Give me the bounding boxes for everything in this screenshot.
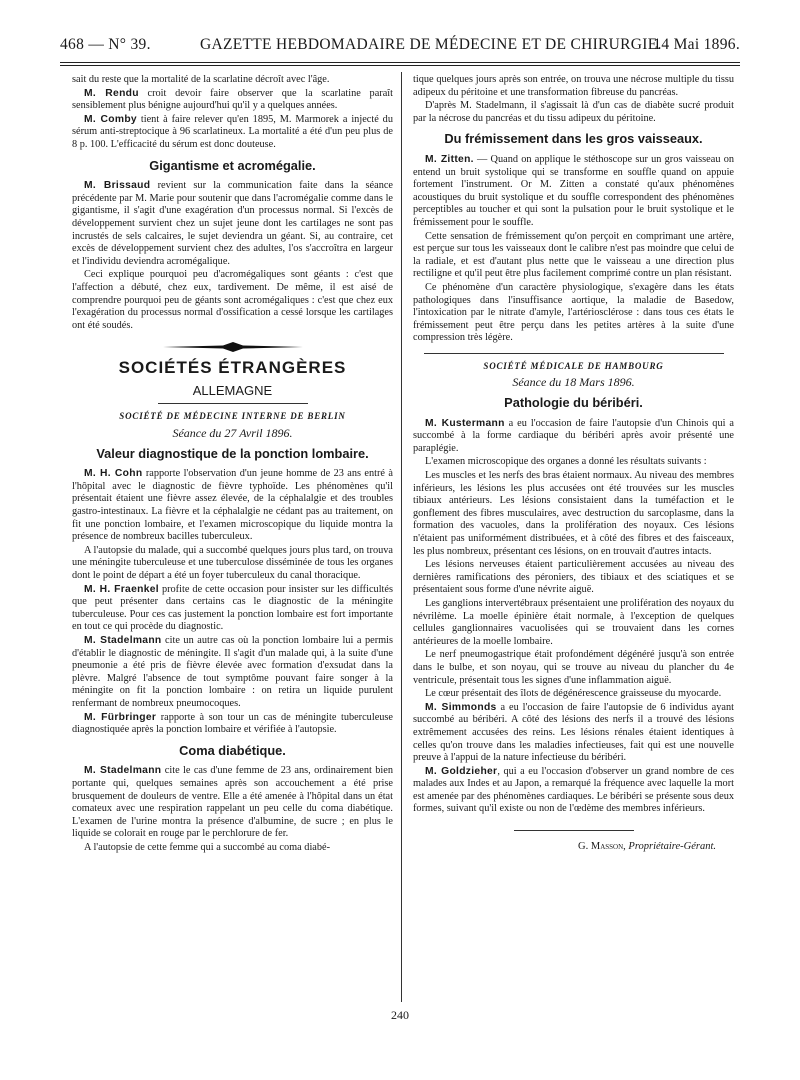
section-heading: Gigantisme et acromégalie. <box>149 157 316 173</box>
paragraph: Les muscles et les nerfs des bras étaient normaux. Au niveau des membres inférieurs, les lésions les plus accusées ont été trouvées sur les muscles tibiaux antérieurs. Les lésions consistaient dans la tuméfaction et le gonflement des fibres musculaires, avec destruction du sarcoplasme, dans la formation des vacuoles, dans la prolifération des noyaux. Ces lésions n'étaient pas uniformément distribuées, et à côté des fibres et des faisceaux, les plus nombreux, présentant ces lésions, on en trouvait d'autres intacts. <box>413 470 734 557</box>
paragraph-text: profite de cette occasion pour insister sur les difficultés que peut présenter dans certains cas le diagnostic de la méningite tuberculeuse. Pour ces cas justement la ponction lombaire est fort importante en tout ce qui procède du diagnostic. <box>72 583 393 633</box>
society-name: SOCIÉTÉ MÉDICALE DE HAMBOURG <box>483 360 664 371</box>
paragraph-text: cite le cas d'une femme de 23 ans, ordinairement bien portante qui, quelques semaines après son accouchement a été prise brusquement de douleurs de ventre. Elle a été amenée à l'hôpital dans un état comateux avec une respiration rappelant un peu celle du coma diabétique. L'examen de l'urine montra la présence d'albumine, de sucre ; en plus le liquide se colorait en rouge par le perchlorure de fer. <box>72 765 393 840</box>
paragraph: D'après M. Stadelmann, il s'agissait là d'un cas de diabète sucré produit par la nécrose du pancréas et du tissu adipeux du péritoine. <box>413 100 734 124</box>
speaker-name: M. Brissaud <box>84 180 151 192</box>
signature-title: Propriétaire-Gérant. <box>625 841 716 853</box>
country-heading: ALLEMAGNE <box>192 382 273 398</box>
section-heading: Du frémissement dans les gros vaisseaux. <box>444 131 703 147</box>
paragraph <box>413 766 734 816</box>
paragraph <box>413 418 734 456</box>
society-name: SOCIÉTÉ DE MÉDECINE INTERNE DE BERLIN <box>119 411 346 422</box>
speaker-name: M. Fürbringer <box>84 711 157 723</box>
speaker-name: M. Stadelmann <box>84 765 162 777</box>
speaker-name: M. Goldzieher <box>425 765 498 777</box>
speaker-name: M. Stadelmann <box>84 634 162 646</box>
paragraph-text: tient à faire relever qu'en 1895, M. Marmorek a injecté du sérum anti-streptocique à 96 scarlatineux. La mortalité a été d'un peu plus de 8 p. 100. L'efficacité du sérum est donc douteuse. <box>72 113 393 150</box>
paragraph <box>72 584 393 634</box>
ornament-divider <box>72 342 393 352</box>
paragraph: sait du reste que la mortalité de la scarlatine décroît avec l'âge. <box>72 74 330 85</box>
header-page-issue: 468 — N° 39. <box>60 36 151 53</box>
paragraph-text: , qui a eu l'occasion d'observer un grand nombre de ces malades aux Indes et au Japon, a remarqué la fréquence avec laquelle la mort est amenée par des phénomènes cardiaques. Le béribéri se présente sous deux formes, suivant qu'il existe ou non de l'œdème des membres inférieurs. <box>413 765 734 815</box>
paragraph-text: — Quand on applique le stéthoscope sur un gros vaisseau on entend un bruit systolique qui se transforme en souffle quand on appuie fortement l'instrument. Or M. Zitten a constaté qu'aux phénomènes acoustiques du bruit systolique et du souffle correspondent des phénomènes perceptibles au toucher et qui sont la pulsation pour le bruit systolique et le frémissement pour le souffle. <box>413 153 734 228</box>
paragraph-text: revient sur la communication faite dans la séance précédente par M. Marie pour soutenir que dans l'acromégalie comme dans le gigantisme, il s'agit d'une exagération d'un processus normal. Si l'excès de développement survient chez un sujet jeune dont les cartilages ne sont pas incrustés de sels calcaires, le sujet deviendra un géant. Si, au contraire, cet excès de développement survient chez des adultes, l'os s'accroîtra en largeur et l'individu deviendra acromégalique. <box>72 180 393 267</box>
paragraph <box>72 180 393 268</box>
column-divider <box>401 72 402 1002</box>
running-header <box>60 36 740 58</box>
paragraph-text: rapporte à son tour un cas de méningite tuberculeuse diagnostiquée après la ponction lombaire et vérifiée à l'autopsie. <box>72 711 393 736</box>
paragraph <box>72 114 393 152</box>
section-heading: Coma diabétique. <box>179 742 286 758</box>
right-column <box>413 74 734 854</box>
section-heading: Pathologie du béribéri. <box>504 395 643 411</box>
paragraph-text: a eu l'occasion de faire l'autopsie de 6 individus ayant succombé au béribéri. A côté des lésions des nerfs il a trouvé des lésions extrêmement accusées des reins. Les lésions rénales étaient identiques à celles qu'on trouve dans les maladies infectieuses, fait qui est une nouvelle preuve à l'appui de la nature infectieuse du béribéri. <box>413 701 734 764</box>
paragraph: tique quelques jours après son entrée, on trouva une nécrose multiple du tissu adipeux du péritoine et une transformation fibreuse du pancréas. <box>413 74 734 98</box>
paragraph: A l'autopsie du malade, qui a succombé quelques jours plus tard, on trouva une méningite tuberculeuse et une tuberculose disséminée de tous les organes dont le point de départ a été un foyer tuberculeux du canal thoracique. <box>72 544 393 581</box>
paragraph <box>72 88 393 113</box>
paragraph: Le nerf pneumogastrique était profondément dégénéré jusqu'à son entrée dans le bulbe, et son noyau, qui se trouve au niveau du plancher du 4e ventricule, présentait tous les signes d'une inflammation aiguë. <box>413 649 734 686</box>
paragraph: Ce phénomène d'un caractère physiologique, s'exagère dans les états pathologiques dans l'insuffisance aortique, la maladie de Basedow, l'intoxication par le nitrate d'amyle, l'artériosclérose : dans tous ces états le frémissement peut être perçu dans les petites artères à la suite d'une compression très légère. <box>413 281 734 344</box>
paragraph: Le cœur présentait des îlots de dégénérescence graisseuse du myocarde. <box>425 688 722 700</box>
header-date: 14 Mai 1896. <box>653 36 740 53</box>
speaker-name: M. H. Cohn <box>84 468 143 480</box>
paragraph: Cette sensation de frémissement qu'on perçoit en comprimant une artère, est perçue sur tous les vaisseaux dont le calibre n'est pas moindre que celui de la radiale, et est d'autant plus nette que le vaisseau a une direction plus rectiligne et qu'il peut être plus facilement comprimé contre un plan résistant. <box>413 230 734 280</box>
header-rule-top <box>60 62 740 63</box>
session-date: Séance du 18 Mars 1896. <box>512 375 635 390</box>
paragraph: A l'autopsie de cette femme qui a succombé au coma diabé- <box>84 841 331 853</box>
left-column <box>72 74 393 855</box>
paragraph: Les lésions nerveuses étaient particulièrement accusées au niveau des dernières ramifications des péroniers, des tibiaux et des sciatiques et se présentaient sous forme d'une névrite aiguë. <box>413 559 734 596</box>
publisher-signature <box>413 841 734 854</box>
paragraph-text: rapporte l'observation d'un jeune homme de 23 ans entré à l'hôpital avec le diagnostic de fièvre typhoïde. Les phénomènes qu'il présentait étaient une fièvre assez élevée, de la céphalalgie et des troubles gastro-intestinaux. La fièvre et la céphalalgie ne cédant pas au traitement, on fit une ponction lombaire, et l'examen microscopique du liquide montra la présence de nombreux bacilles tuberculeux. <box>72 468 393 543</box>
paragraph <box>72 712 393 737</box>
speaker-name: M. Comby <box>84 113 137 125</box>
paragraph <box>72 635 393 711</box>
paragraph-text: a eu l'occasion de faire l'autopsie d'un Chinois qui a succombé à la forme cardiaque du béribéri après avoir présenté une paraplégie. <box>413 417 734 454</box>
paragraph: Ceci explique pourquoi peu d'acromégaliques sont géants : c'est que l'affection a débuté, chez eux, tardivement. De même, il est aisé de comprendre pourquoi peu de géants sont acromégaliques : c'est que chez eux l'exagération du processus normal d'ossification a cessé lorsque les cartilages ont été soudés. <box>72 269 393 331</box>
header-rule-bottom <box>60 65 740 66</box>
section-rule <box>424 353 724 354</box>
paragraph: L'examen microscopique des organes a donné les résultats suivants : <box>425 456 707 468</box>
header-journal-title: GAZETTE HEBDOMADAIRE DE MÉDECINE ET DE CHIRURGIE. <box>200 36 662 53</box>
paragraph: Les ganglions intervertébraux présentaient une prolifération des noyaux du névrilème. La moelle épinière était normale, à l'exception de quelques cellules ganglionnaires vacuolisées qui se trouvaient dans les cornes antérieures de la moelle lombaire. <box>413 597 734 647</box>
speaker-name: M. Kustermann <box>425 417 505 429</box>
page-number: 240 <box>391 1008 409 1022</box>
section-heading: Valeur diagnostique de la ponction lombaire. <box>96 445 369 461</box>
speaker-name: M. H. Fraenkel <box>84 583 159 595</box>
signature-name: G. Masson, <box>578 841 626 853</box>
paragraph-text: cite un autre cas où la ponction lombaire lui a permis d'établir le diagnostic de méningite. Il s'agit d'un malade qui, à la suite d'une pneumonie a été pris de fièvre élevée avec formation d'exsudat dans la plèvre. Malgré l'absence de tout symptôme pouvant faire songer à la méningite on fit la ponction lombaire : on retira un liquide purulent renfermant de nombreux pneumocoques. <box>72 634 393 709</box>
paragraph <box>72 765 393 841</box>
short-rule <box>158 403 308 404</box>
paragraph-text: croit devoir faire observer que la scarlatine paraît sensiblement plus bénigne aujourd'hui qu'il y a quelques années. <box>72 87 393 112</box>
session-date: Séance du 27 Avril 1896. <box>172 426 293 441</box>
speaker-name: M. Rendu <box>84 87 139 99</box>
major-section-title: SOCIÉTÉS ÉTRANGÈRES <box>118 358 347 378</box>
closing-rule <box>514 830 634 831</box>
speaker-name: M. Simmonds <box>425 701 497 713</box>
paragraph <box>413 154 734 230</box>
paragraph <box>413 702 734 765</box>
paragraph <box>72 468 393 544</box>
speaker-name: M. Zitten. <box>425 153 474 165</box>
